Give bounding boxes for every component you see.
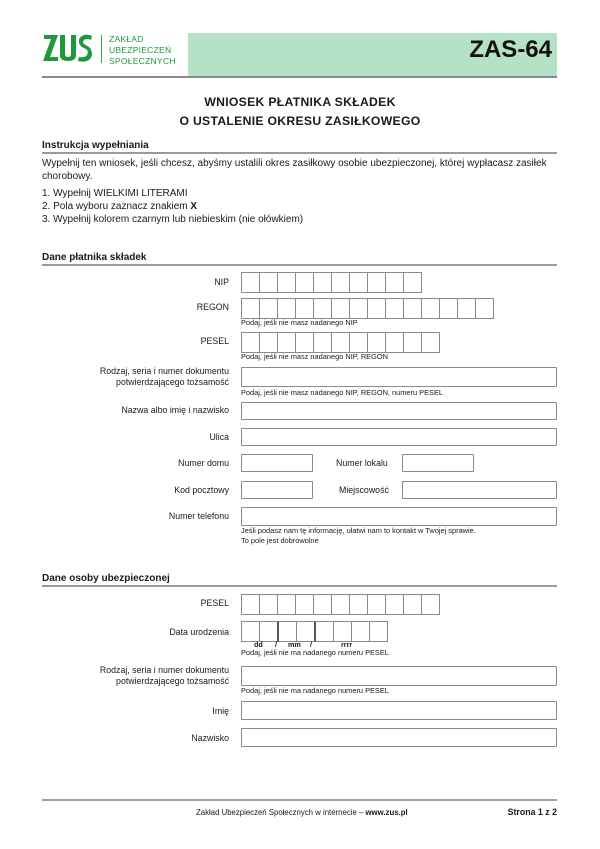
char-box[interactable]	[295, 332, 314, 353]
char-box[interactable]	[295, 298, 314, 319]
char-box[interactable]	[241, 594, 260, 615]
form-title-line2: O USTALENIE OKRESU ZASIŁKOWEGO	[179, 114, 421, 128]
char-box[interactable]	[367, 332, 386, 353]
payer-flat-no-label: Numer lokalu	[336, 458, 388, 468]
char-box[interactable]	[314, 621, 334, 642]
payer-document-input[interactable]	[241, 367, 557, 387]
payer-document-label: Rodzaj, seria i numer dokumentu potwierdzającego tożsamość	[99, 366, 229, 387]
char-box[interactable]	[385, 594, 404, 615]
instructions-heading: Instrukcja wypełniania	[42, 140, 149, 151]
payer-postal-code-input[interactable]	[241, 481, 313, 499]
char-box[interactable]	[277, 594, 296, 615]
char-box[interactable]	[259, 272, 278, 293]
char-box[interactable]	[421, 594, 440, 615]
char-box[interactable]	[403, 332, 422, 353]
payer-postal-code-label: Kod pocztowy	[174, 485, 229, 495]
char-box[interactable]	[333, 621, 352, 642]
instruction-item: 3. Wypełnij kolorem czarnym lub niebieskim (nie ołówkiem)	[42, 214, 304, 225]
char-box[interactable]	[313, 272, 332, 293]
char-box[interactable]	[403, 298, 422, 319]
instruction-item: 1. Wypełnij WIELKIMI LITERAMI	[42, 188, 188, 199]
char-box[interactable]	[439, 298, 458, 319]
char-box[interactable]	[421, 298, 440, 319]
char-box[interactable]	[259, 594, 278, 615]
payer-city-label: Miejscowość	[339, 485, 389, 495]
instructions-intro: Wypełnij ten wniosek, jeśli chcesz, abyśmy ustalili okres zasiłkowy osobie ubezpieczonej, której wypłacasz zasiłek chorobowy.	[42, 158, 547, 182]
payer-nip-input[interactable]	[241, 272, 421, 292]
insured-birth-date-input[interactable]	[241, 621, 387, 641]
header-divider	[42, 76, 557, 78]
logo-wordmark	[109, 34, 176, 67]
payer-name-input[interactable]	[241, 402, 557, 420]
payer-document-hint: Podaj, jeśli nie masz nadanego NIP, REGON, numeru PESEL	[241, 388, 443, 397]
char-box[interactable]	[369, 621, 388, 642]
payer-regon-label: REGON	[196, 302, 229, 312]
char-box[interactable]	[421, 332, 440, 353]
char-box[interactable]	[241, 621, 260, 642]
insured-section-heading: Dane osoby ubezpieczonej	[42, 573, 170, 584]
char-box[interactable]	[457, 298, 476, 319]
char-box[interactable]	[241, 332, 260, 353]
char-box[interactable]	[351, 621, 370, 642]
char-box[interactable]	[259, 621, 278, 642]
section-divider	[42, 152, 557, 154]
payer-house-no-input[interactable]	[241, 454, 313, 472]
payer-pesel-input[interactable]	[241, 332, 439, 352]
insured-first-name-label: Imię	[212, 706, 229, 716]
char-box[interactable]	[385, 298, 404, 319]
char-box[interactable]	[331, 272, 350, 293]
payer-phone-hint: Jeśli podasz nam tę informację, ułatwi nam to kontakt w Twojej sprawie. To pole jest dobrowolne	[241, 526, 476, 545]
payer-house-no-label: Numer domu	[178, 458, 229, 468]
char-box[interactable]	[475, 298, 494, 319]
payer-phone-input[interactable]	[241, 507, 557, 526]
char-box[interactable]	[331, 332, 350, 353]
section-divider	[42, 264, 557, 266]
char-box[interactable]	[403, 272, 422, 293]
insured-document-label: Rodzaj, seria i numer dokumentu potwierdzającego tożsamość	[99, 665, 229, 686]
char-box[interactable]	[385, 332, 404, 353]
char-box[interactable]	[259, 298, 278, 319]
payer-street-input[interactable]	[241, 428, 557, 446]
char-box[interactable]	[331, 594, 350, 615]
payer-street-label: Ulica	[209, 432, 229, 442]
char-box[interactable]	[403, 594, 422, 615]
char-box[interactable]	[313, 594, 332, 615]
payer-regon-input[interactable]	[241, 298, 493, 318]
payer-flat-no-input[interactable]	[402, 454, 474, 472]
payer-name-label: Nazwa albo imię i nazwisko	[121, 405, 229, 415]
zus-logo-icon	[42, 33, 94, 63]
section-divider	[42, 585, 557, 587]
char-box[interactable]	[349, 272, 368, 293]
logo-line: ZAKŁAD	[109, 34, 144, 44]
payer-regon-hint: Podaj, jeśli nie masz nadanego NIP	[241, 318, 358, 327]
footer-link[interactable]: www.zus.pl	[365, 808, 408, 817]
footer-divider	[42, 799, 557, 801]
char-box[interactable]	[367, 272, 386, 293]
instruction-item: 2. Pola wyboru zaznacz znakiem X	[42, 201, 198, 212]
insured-first-name-input[interactable]	[241, 701, 557, 720]
payer-pesel-hint: Podaj, jeśli nie masz nadanego NIP, REGON	[241, 352, 388, 361]
char-box[interactable]	[259, 332, 278, 353]
form-title-line1: WNIOSEK PŁATNIKA SKŁADEK	[204, 95, 396, 109]
char-box[interactable]	[277, 332, 296, 353]
insured-birth-date-label: Data urodzenia	[169, 627, 229, 637]
payer-section-heading: Dane płatnika składek	[42, 252, 147, 263]
insured-document-input[interactable]	[241, 666, 557, 686]
payer-phone-label: Numer telefonu	[168, 511, 229, 521]
insured-pesel-input[interactable]	[241, 594, 439, 614]
insured-last-name-label: Nazwisko	[191, 733, 229, 743]
logo-line: UBEZPIECZEŃ	[109, 45, 172, 55]
insured-last-name-input[interactable]	[241, 728, 557, 747]
char-box[interactable]	[367, 298, 386, 319]
char-box[interactable]	[331, 298, 350, 319]
char-box[interactable]	[313, 298, 332, 319]
payer-city-input[interactable]	[402, 481, 557, 499]
insured-document-hint: Podaj, jeśli nie ma nadanego numeru PESEL	[241, 686, 389, 695]
char-box[interactable]	[277, 272, 296, 293]
char-box[interactable]	[367, 594, 386, 615]
char-box[interactable]	[385, 272, 404, 293]
char-box[interactable]	[277, 621, 297, 642]
payer-nip-label: NIP	[214, 277, 229, 287]
form-code: ZAS-64	[469, 36, 552, 63]
footer-text: Zakład Ubezpieczeń Społecznych w internecie – www.zus.pl	[196, 808, 408, 817]
char-box[interactable]	[241, 272, 260, 293]
logo-line: SPOŁECZNYCH	[109, 56, 176, 66]
insured-birth-date-hint: Podaj, jeśli nie ma nadanego numeru PESEL	[241, 648, 389, 657]
char-box[interactable]	[313, 332, 332, 353]
logo-separator	[101, 35, 102, 63]
char-box[interactable]	[349, 332, 368, 353]
char-box[interactable]	[241, 298, 260, 319]
char-box[interactable]	[277, 298, 296, 319]
char-box[interactable]	[295, 594, 314, 615]
char-box[interactable]	[295, 272, 314, 293]
page-number: Strona 1 z 2	[507, 807, 557, 817]
instructions-list	[42, 187, 562, 226]
char-box[interactable]	[349, 298, 368, 319]
insured-pesel-label: PESEL	[200, 598, 229, 608]
char-box[interactable]	[349, 594, 368, 615]
char-box[interactable]	[296, 621, 315, 642]
payer-pesel-label: PESEL	[200, 336, 229, 346]
